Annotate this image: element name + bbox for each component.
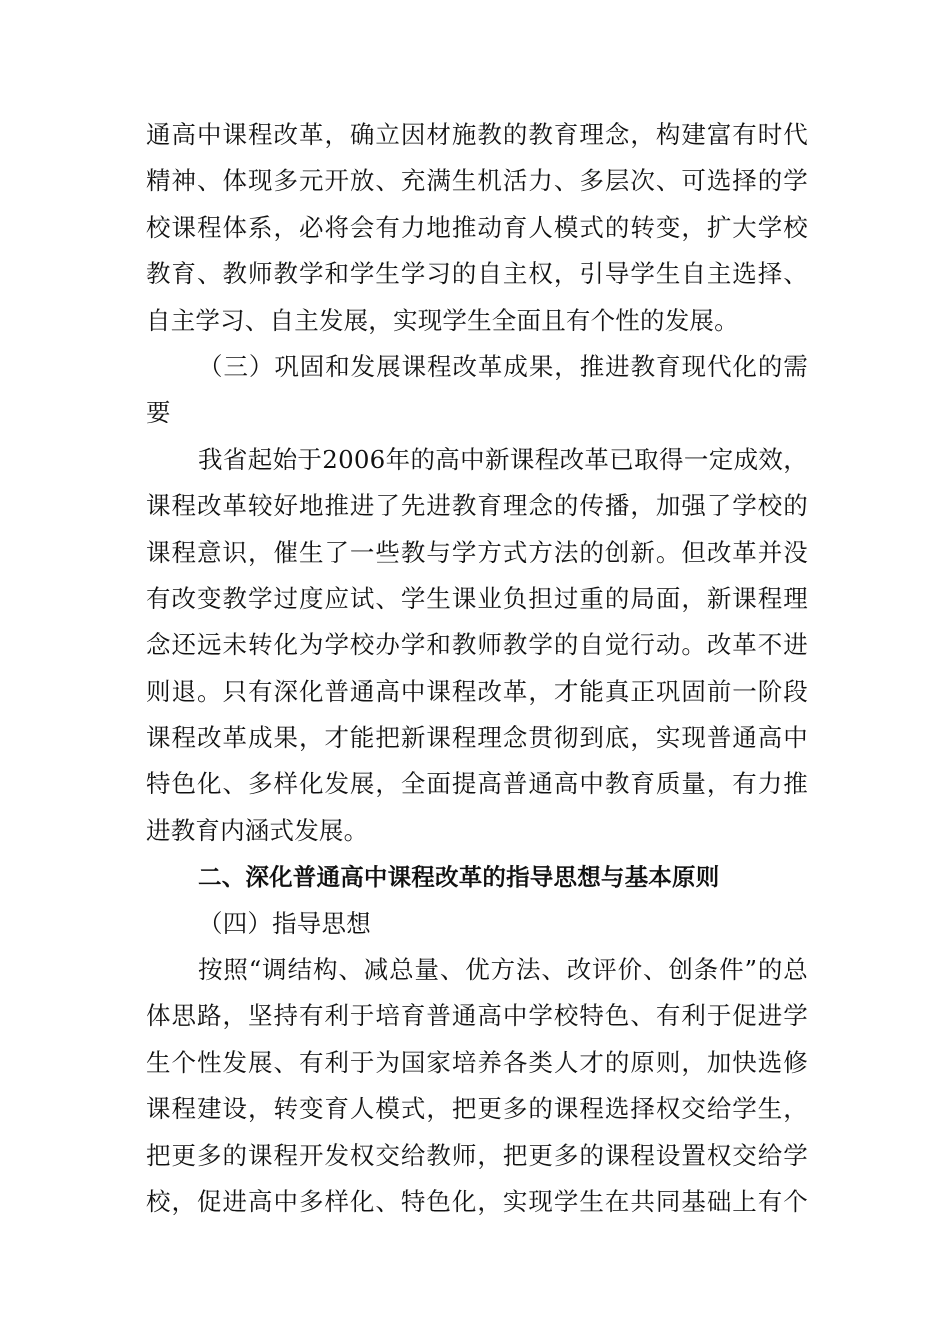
text-line: 特色化、多样化发展，全面提高普通高中教育质量，有力推 (146, 769, 808, 799)
text-line: 进教育内涵式发展。 (146, 815, 369, 845)
document-page (146, 112, 808, 1225)
text-line: 则退。只有深化普通高中课程改革，才能真正巩固前一阶段 (146, 676, 808, 706)
section-heading: 二、深化普通高中课程改革的指导思想与基本原则 (198, 863, 720, 892)
text-line: 按照“调结构、减总量、优方法、改评价、创条件”的总 (198, 955, 808, 985)
text-line: 课程改革成果，才能把新课程理念贯彻到底，实现普通高中 (146, 723, 808, 753)
text-line: 生个性发展、有利于为国家培养各类人才的原则，加快选修 (146, 1047, 808, 1077)
text-line: 念还远未转化为学校办学和教师教学的自觉行动。改革不进 (146, 630, 808, 660)
text-line: 自主学习、自主发展，实现学生全面且有个性的发展。 (146, 305, 739, 335)
text-line: 课程建设，转变育人模式，把更多的课程选择权交给学生， (146, 1094, 808, 1124)
text-line: 校，促进高中多样化、特色化，实现学生在共同基础上有个 (146, 1186, 808, 1216)
text-line: 我省起始于2006年的高中新课程改革已取得一定成效， (198, 444, 808, 474)
text-line: 有改变教学过度应试、学生课业负担过重的局面，新课程理 (146, 583, 808, 613)
text-line: 通高中课程改革，确立因材施教的教育理念，构建富有时代 (146, 120, 808, 149)
text-line: （三）巩固和发展课程改革成果，推进教育现代化的需 (198, 351, 808, 381)
text-line: 校课程体系，必将会有力地推动育人模式的转变，扩大学校 (146, 212, 808, 242)
text-line: 精神、体现多元开放、充满生机活力、多层次、可选择的学 (146, 166, 808, 196)
subheading-3 (146, 344, 808, 437)
text-line: 课程改革较好地推进了先进教育理念的传播，加强了学校的 (146, 491, 808, 521)
paragraph-1 (146, 112, 808, 344)
text-line: 教育、教师教学和学生学习的自主权，引导学生自主选择、 (146, 259, 808, 289)
text-line: 把更多的课程开发权交给教师，把更多的课程设置权交给学 (146, 1140, 808, 1170)
text-line: 要 (146, 398, 171, 428)
paragraph-3 (146, 947, 808, 1225)
text-line: 体思路，坚持有利于培育普通高中学校特色、有利于促进学 (146, 1001, 808, 1031)
paragraph-2 (146, 437, 808, 855)
text-line: 课程意识，催生了一些教与学方式方法的创新。但改革并没 (146, 537, 808, 567)
subheading-4: （四）指导思想 (198, 908, 371, 938)
